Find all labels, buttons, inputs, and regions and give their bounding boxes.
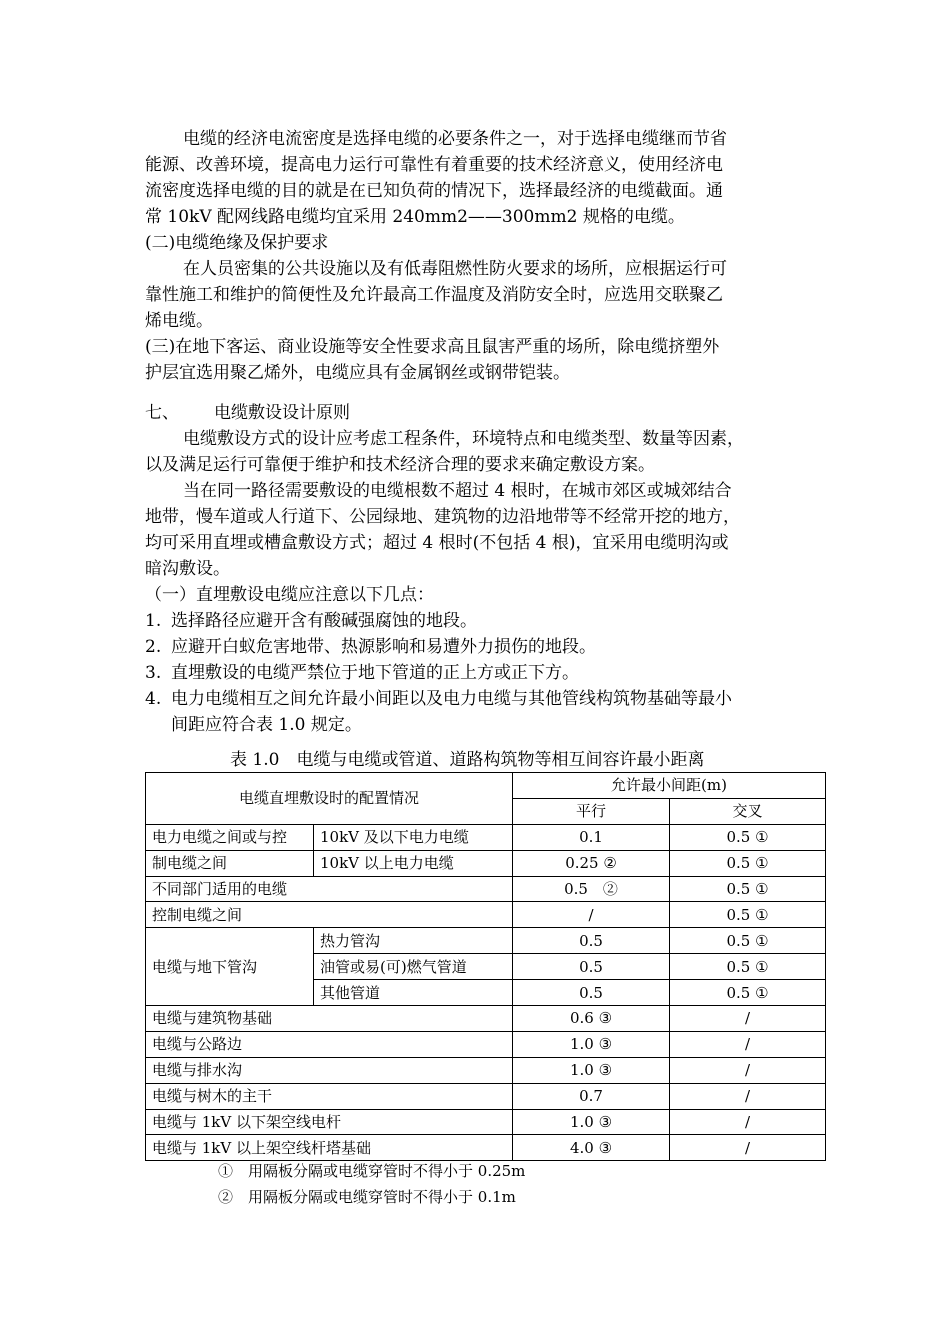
list-number: 1. (145, 611, 162, 631)
parallel-value: 4.0 ③ (513, 1135, 670, 1161)
parallel-value: 1.0 ③ (513, 1057, 670, 1083)
paragraph-line: 电缆的经济电流密度是选择电缆的必要条件之一，对于选择电缆继而节省 (183, 129, 727, 149)
list-item: 应避开白蚁危害地带、热源影响和易遭外力损伤的地段。 (171, 637, 596, 657)
paragraph-line: 护层宜选用聚乙烯外，电缆应具有金属钢丝或钢带铠装。 (145, 363, 570, 383)
row-label: 电缆与 1kV 以上架空线杆塔基础 (146, 1135, 513, 1161)
row-label: 电缆与建筑物基础 (146, 1006, 513, 1032)
cross-value: / (670, 1109, 826, 1135)
distance-table (145, 772, 826, 1161)
row-label: 不同部门适用的电缆 (146, 876, 513, 902)
list-number: 4. (145, 689, 162, 709)
table-row (146, 1083, 826, 1109)
paragraph-line: 靠性施工和维护的简便性及允许最高工作温度及消防安全时，应选用交联聚乙 (145, 285, 723, 305)
paragraph-line: 在人员密集的公共设施以及有低毒阻燃性防火要求的场所，应根据运行可 (183, 259, 727, 279)
row-label: 电缆与排水沟 (146, 1057, 513, 1083)
list-number: 3. (145, 663, 162, 683)
list-item: 直埋敷设的电缆严禁位于地下管道的正上方或正下方。 (171, 663, 579, 683)
paragraph-line: 能源、改善环境，提高电力运行可靠性有着重要的技术经济意义，使用经济电 (145, 155, 723, 175)
cross-value: / (670, 1057, 826, 1083)
table-row (146, 850, 826, 876)
table-row (146, 1135, 826, 1161)
paragraph-line: 以及满足运行可靠便于维护和技术经济合理的要求来确定敷设方案。 (145, 455, 655, 475)
row-group-label: 电缆与地下管沟 (146, 928, 314, 1006)
paragraph-line: 地带，慢车道或人行道下、公园绿地、建筑物的边沿地带等不经常开挖的地方， (145, 507, 740, 527)
paragraph-line: 烯电缆。 (145, 311, 213, 331)
paragraph-line: 暗沟敷设。 (145, 559, 230, 579)
parallel-value: 0.5 (513, 980, 670, 1006)
table-row (146, 1031, 826, 1057)
subsection-heading: （一）直埋敷设电缆应注意以下几点： (145, 585, 434, 605)
table-caption: 表 1.0 电缆与电缆或管道、道路构筑物等相互间容许最小距离 (230, 750, 705, 770)
parallel-value: 0.1 (513, 824, 670, 850)
cross-value: 0.5 ① (670, 954, 826, 980)
row-label: 电缆与公路边 (146, 1031, 513, 1057)
cross-value: / (670, 1135, 826, 1161)
cross-value: 0.5 ① (670, 902, 826, 928)
row-sublabel: 热力管沟 (314, 928, 513, 954)
row-sublabel: 10kV 及以下电力电缆 (314, 824, 513, 850)
header-min-distance: 允许最小间距(m) (513, 773, 826, 799)
table-row (146, 1109, 826, 1135)
table-header-row (146, 773, 826, 799)
parallel-value: 0.7 (513, 1083, 670, 1109)
row-sublabel: 油管或易(可)燃气管道 (314, 954, 513, 980)
paragraph-line: 当在同一路径需要敷设的电缆根数不超过 4 根时，在城市郊区或城郊结合 (183, 481, 732, 501)
table-row (146, 928, 826, 954)
parallel-value: 1.0 ③ (513, 1031, 670, 1057)
parallel-value: / (513, 902, 670, 928)
parallel-value: 1.0 ③ (513, 1109, 670, 1135)
parallel-value: 0.5 (513, 928, 670, 954)
row-sublabel: 其他管道 (314, 980, 513, 1006)
paragraph-line: 均可采用直埋或槽盒敷设方式；超过 4 根时(不包括 4 根)，宜采用电缆明沟或 (145, 533, 729, 553)
header-cross: 交叉 (670, 798, 826, 824)
table-row (146, 1057, 826, 1083)
section-title: 电缆敷设设计原则 (214, 403, 350, 423)
table-row (146, 902, 826, 928)
section-number: 七、 (145, 403, 179, 423)
subsection-heading: (二)电缆绝缘及保护要求 (145, 233, 329, 253)
row-label: 电缆与 1kV 以下架空线电杆 (146, 1109, 513, 1135)
table-footnote: ① 用隔板分隔或电缆穿管时不得小于 0.25m (218, 1162, 526, 1180)
list-item-continuation: 间距应符合表 1.0 规定。 (171, 715, 362, 735)
paragraph-line: 电缆敷设方式的设计应考虑工程条件，环境特点和电缆类型、数量等因素， (183, 429, 744, 449)
parallel-value: 0.5 (513, 954, 670, 980)
cross-value: 0.5 ① (670, 928, 826, 954)
table-footnote: ② 用隔板分隔或电缆穿管时不得小于 0.1m (218, 1188, 516, 1206)
header-config: 电缆直埋敷设时的配置情况 (146, 773, 513, 825)
row-label: 电缆与树木的主干 (146, 1083, 513, 1109)
table-row (146, 876, 826, 902)
cross-value: 0.5 ① (670, 876, 826, 902)
cross-value: / (670, 1031, 826, 1057)
row-label: 控制电缆之间 (146, 902, 513, 928)
paragraph-line: 常 10kV 配网线路电缆均宜采用 240mm2——300mm2 规格的电缆。 (145, 207, 685, 227)
cross-value: 0.5 ① (670, 850, 826, 876)
paragraph-line: 流密度选择电缆的目的就是在已知负荷的情况下，选择最经济的电缆截面。通 (145, 181, 723, 201)
row-label: 制电缆之间 (146, 850, 314, 876)
parallel-value: 0.6 ③ (513, 1006, 670, 1032)
list-number: 2. (145, 637, 162, 657)
table-row (146, 824, 826, 850)
parallel-value: 0.25 ② (513, 850, 670, 876)
cross-value: 0.5 ① (670, 980, 826, 1006)
header-parallel: 平行 (513, 798, 670, 824)
table-row (146, 1006, 826, 1032)
parallel-value: 0.5 ② (513, 876, 670, 902)
row-sublabel: 10kV 以上电力电缆 (314, 850, 513, 876)
cross-value: 0.5 ① (670, 824, 826, 850)
list-item: 选择路径应避开含有酸碱强腐蚀的地段。 (171, 611, 477, 631)
list-item: 电力电缆相互之间允许最小间距以及电力电缆与其他管线构筑物基础等最小 (171, 689, 732, 709)
cross-value: / (670, 1006, 826, 1032)
paragraph-line: (三)在地下客运、商业设施等安全性要求高且鼠害严重的场所，除电缆挤塑外 (145, 337, 720, 357)
cross-value: / (670, 1083, 826, 1109)
row-label: 电力电缆之间或与控 (146, 824, 314, 850)
